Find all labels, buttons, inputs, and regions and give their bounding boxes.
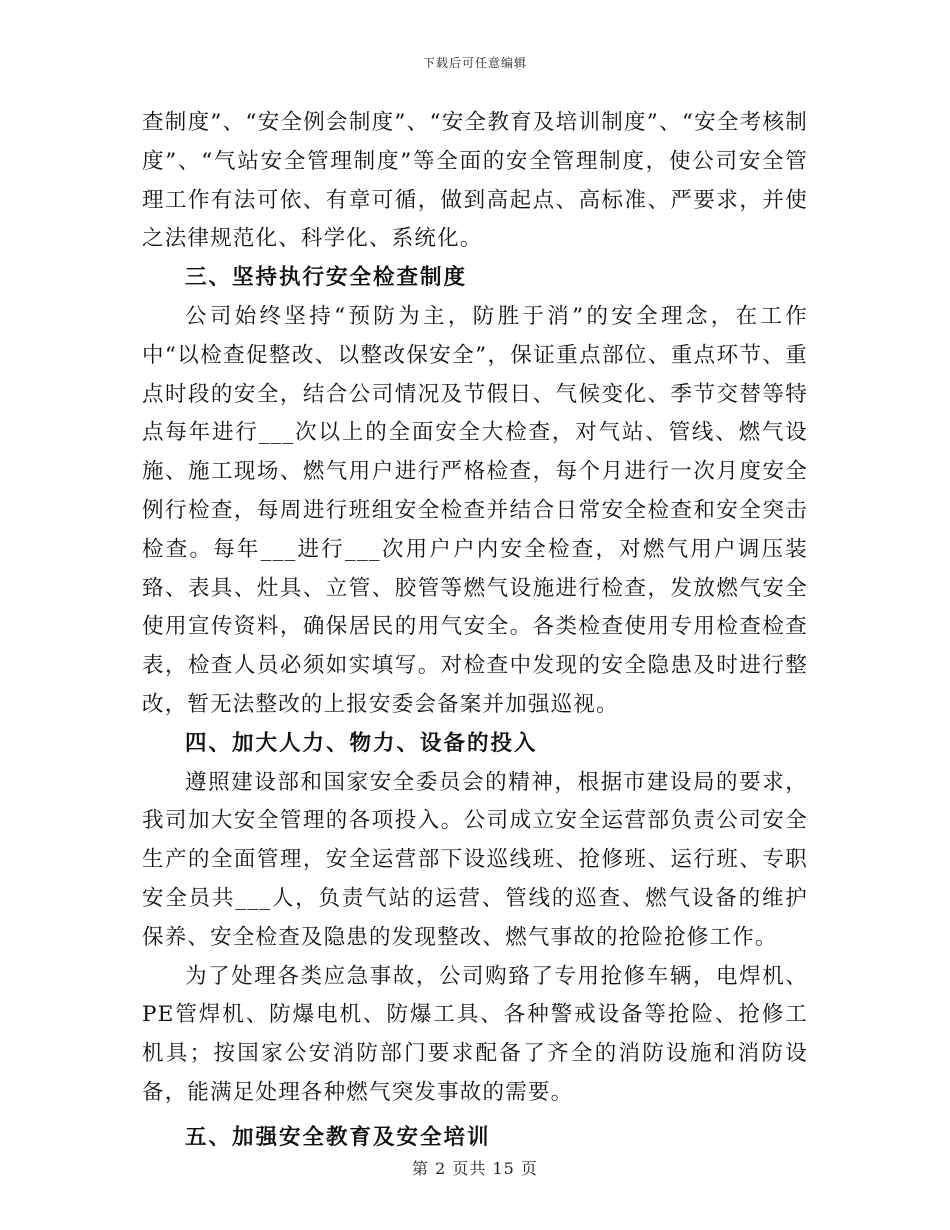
heading-section-3: 三、坚持执行安全检查制度 <box>185 265 468 291</box>
heading-section-4: 四、加大人力、物力、设备的投入 <box>185 730 538 756</box>
document-body <box>142 104 808 1158</box>
paragraph-inspection-system: 公司始终坚持“预防为主，防胜于消”的安全理念，在工作中“以检查促整改、以整改保安全”，保证重点部位、重点环节、重点时段的安全，结合公司情况及节假日、气候变化、季节交替等特点每年进行___次以上的全面安全大检查，对气站、管线、燃气设施、施工现场、燃气用户进行严格检查，每个月进行一次月度安全例行检查，每周进行班组安全检查并结合日常安全检查和安全突击检查。每年___进行___次用户户内安全检查，对燃气用户调压装臵、表具、灶具、立管、胶管等燃气设施进行检查，发放燃气安全使用宣传资料，确保居民的用气安全。各类检查使用专用检查检查表，检查人员必须如实填写。对检查中发现的安全隐患及时进行整改，暂无法整改的上报安委会备案并加强巡视。 <box>142 303 808 717</box>
paragraph-emergency-equipment: 为了处理各类应急事故，公司购臵了专用抢修车辆，电焊机、PE管焊机、防爆电机、防爆工具、各种警戒设备等抢险、抢修工机具；按国家公安消防部门要求配备了齐全的消防设施和消防设备，能满足处理各种燃气突发事故的需要。 <box>142 963 808 1105</box>
page-header: 下载后可任意编辑 <box>422 56 527 70</box>
heading-section-5: 五、加强安全教育及安全培训 <box>185 1124 491 1150</box>
paragraph-safety-systems: 查制度”、“安全例会制度”、“安全教育及培训制度”、“安全考核制度”、“气站安全管理制度”等全面的安全管理制度，使公司安全管理工作有法可依、有章可循，做到高起点、高标准、严要求，并使之法律规范化、科学化、系统化。 <box>142 110 808 252</box>
paragraph-investment: 遵照建设部和国家安全委员会的精神，根据市建设局的要求，我司加大安全管理的各项投入。公司成立安全运营部负责公司安全生产的全面管理，安全运营部下设巡线班、抢修班、运行班、专职安全员共___人，负责气站的运营、管线的巡查、燃气设备的维护保养、安全检查及隐患的发现整改、燃气事故的抢险抢修工作。 <box>142 769 808 950</box>
page-number: 第 2 页共 15 页 <box>412 1159 538 1178</box>
